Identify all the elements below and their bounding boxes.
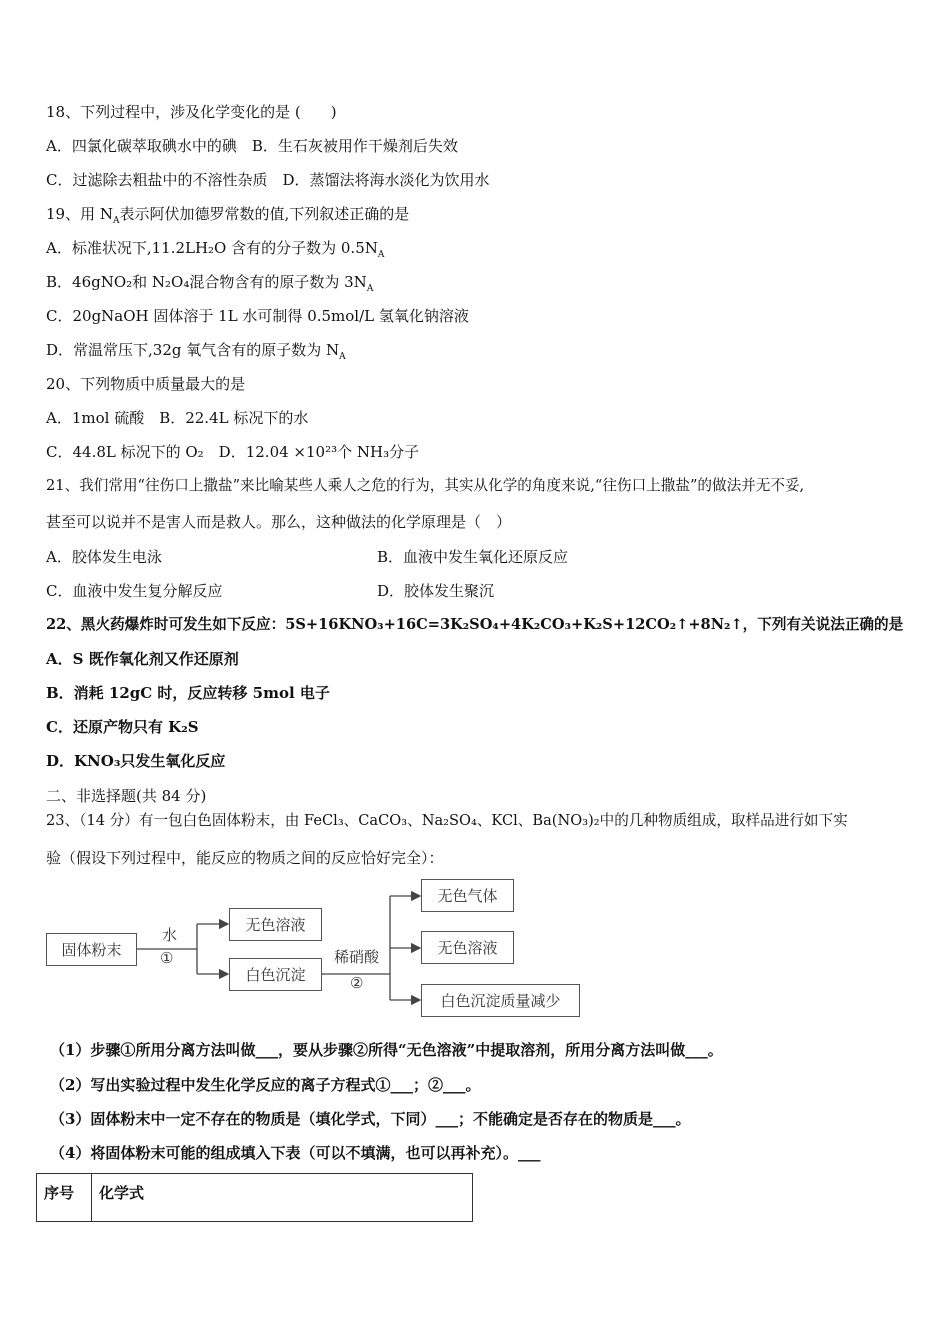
box-precipitate-mass-decreases: 白色沉淀质量减少: [421, 984, 580, 1017]
text: B．46gNO₂和 N₂O₄混合物含有的原子数为 3N: [46, 273, 367, 291]
label-water: 水: [162, 926, 178, 944]
text: D．常温常压下,32g 氧气含有的原子数为 N: [46, 341, 340, 359]
q21-stem-line2: 甚至可以说并不是害人而是救人。那么，这种做法的化学原理是（ ）: [46, 513, 512, 531]
header-index: 序号: [37, 1174, 92, 1222]
box-white-precipitate: 白色沉淀: [229, 958, 322, 991]
q23-part4: （4）将固体粉末可能的组成填入下表（可以不填满，也可以再补充）。___: [50, 1144, 541, 1162]
q18-options-ab: A．四氯化碳萃取碘水中的碘 B．生石灰被用作干燥剂后失效: [46, 137, 458, 155]
box-colorless-solution-1: 无色溶液: [229, 908, 322, 941]
q23-part2: （2）写出实验过程中发生化学反应的离子方程式①___；②___。: [50, 1076, 481, 1094]
box-colorless-gas: 无色气体: [421, 879, 514, 912]
q23-stem-line1: 23、（14 分）有一包白色固体粉末，由 FeCl₃、CaCO₃、Na₂SO₄、KCl、Ba(NO₃)₂中的几种物质组成，取样品进行如下实: [46, 812, 848, 829]
label-step2: ②: [350, 974, 364, 992]
label-dilute-nitric-acid: 稀硝酸: [334, 948, 380, 966]
q20-stem: 20、下列物质中质量最大的是: [46, 375, 246, 393]
text: 19、用 N: [46, 205, 113, 223]
q22-option-b: B．消耗 12gC 时，反应转移 5mol 电子: [46, 684, 330, 702]
q21-option-c: C．血液中发生复分解反应: [46, 582, 223, 600]
box-solid-powder: 固体粉末: [46, 933, 137, 966]
q20-options-ab: A．1mol 硫酸 B．22.4L 标况下的水: [46, 409, 309, 427]
q20-options-cd: C．44.8L 标况下的 O₂ D．12.04 ×10²³个 NH₃分子: [46, 443, 420, 461]
q21-option-b: B．血液中发生氧化还原反应: [377, 548, 569, 566]
subscript: A: [377, 250, 385, 260]
q22-option-d: D．KNO₃只发生氧化反应: [46, 752, 226, 770]
q19-option-c: C．20gNaOH 固体溶于 1L 水可制得 0.5mol/L 氢氧化钠溶液: [46, 307, 469, 325]
table-header-row: [37, 1174, 473, 1222]
subscript: A: [366, 284, 374, 294]
q23-part3: （3）固体粉末中一定不存在的物质是（填化学式，下同）___；不能确定是否存在的物质是___。: [50, 1110, 691, 1128]
q22-option-c: C．还原产物只有 K₂S: [46, 718, 199, 736]
composition-table: [36, 1173, 473, 1222]
subscript: A: [112, 216, 120, 226]
text: A．标准状况下,11.2LH₂O 含有的分子数为 0.5N: [46, 239, 378, 257]
q21-option-a: A．胶体发生电泳: [46, 548, 162, 566]
q18-options-cd: C．过滤除去粗盐中的不溶性杂质 D．蒸馏法将海水淡化为饮用水: [46, 171, 490, 189]
q22-option-a: A．S 既作氧化剂又作还原剂: [46, 650, 239, 668]
text: 表示阿伏加德罗常数的值,下列叙述正确的是: [119, 205, 410, 223]
header-formula[interactable]: 化学式: [92, 1174, 473, 1222]
q18-stem: 18、下列过程中，涉及化学变化的是 ( ): [46, 103, 337, 121]
q21-option-d: D．胶体发生聚沉: [377, 582, 495, 600]
label-step1: ①: [160, 949, 174, 967]
q23-part1: （1）步骤①所用分离方法叫做___，要从步骤②所得“无色溶液”中提取溶剂，所用分离方法叫做___。: [50, 1041, 723, 1059]
q22-stem: 22、黑火药爆炸时可发生如下反应：5S+16KNO₃+16C=3K₂SO₄+4K₂CO₃+K₂S+12CO₂↑+8N₂↑，下列有关说法正确的是: [46, 616, 904, 633]
box-colorless-solution-2: 无色溶液: [421, 931, 514, 964]
q21-stem-line1: 21、我们常用“往伤口上撒盐”来比喻某些人乘人之危的行为，其实从化学的角度来说,“往伤口上撒盐”的做法并无不妥,: [46, 477, 805, 494]
subscript: A: [339, 352, 346, 362]
q23-stem-line2: 验（假设下列过程中，能反应的物质之间的反应恰好完全）：: [46, 849, 444, 867]
section-heading: 二、非选择题(共 84 分): [46, 787, 207, 805]
